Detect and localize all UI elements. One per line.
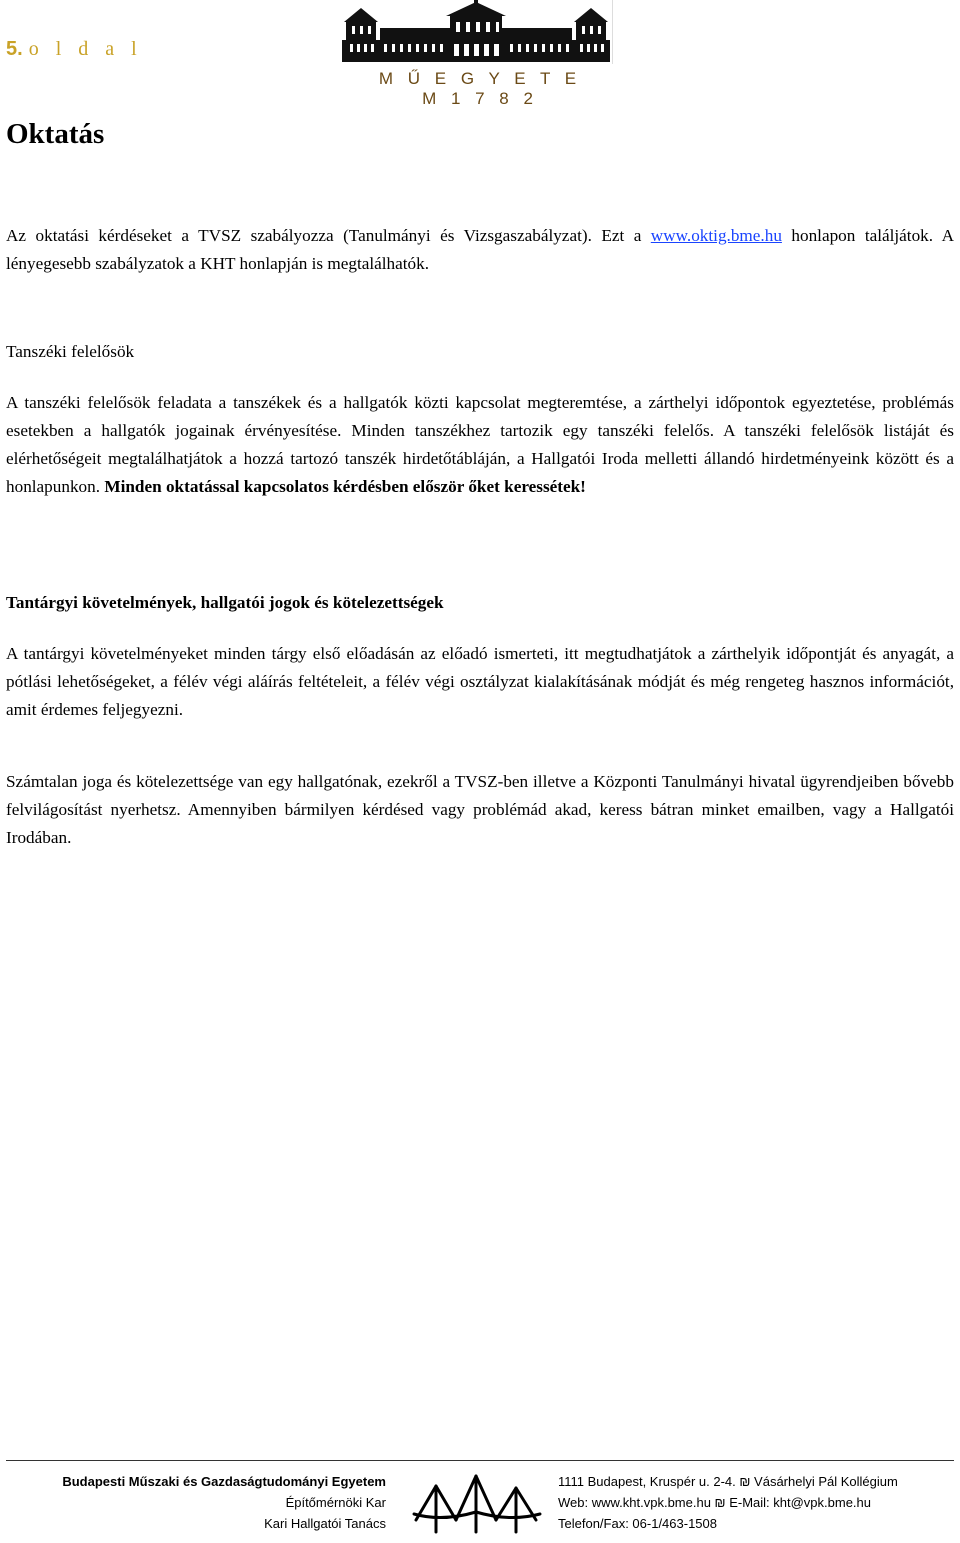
page-number-value: 5. — [6, 38, 23, 60]
page-number — [6, 38, 143, 61]
footer-web-email: Web: www.kht.vpk.bme.hu ₪ E-Mail: kht@vpk.bme.hu — [558, 1495, 871, 1510]
section1-text: A tanszéki felelősök feladata a tanszékek és a hallgatók közti kapcsolat megteremtése, a zárthelyi időpontok egyeztetése, problémás esetekben a hallgatók jogainak érvényesítése. Minden tanszékhez tartozik egy tanszéki felelős. A tanszéki felelősök listáját és elérhetőségeit megtalálhatjátok a hozzá tartozó tanszék hirdetőtábláján, a Hallgatói Iroda melletti állandó hirdetményeink között és a honlapunkon. — [6, 393, 954, 496]
section1-bold-text: Minden oktatással kapcsolatos kérdésben először őket keressétek! — [104, 477, 586, 496]
intro-text-1: Az oktatási kérdéseket a TVSZ szabályozza (Tanulmányi és Vizsgaszabályzat). Ezt a — [6, 226, 651, 245]
section-heading-tanszeki: Tanszéki felelősök — [6, 342, 135, 361]
logo-divider — [612, 0, 613, 64]
logo-caption: M Ű E G Y E T E M 1 7 8 2 — [378, 69, 582, 108]
footer-council: Kari Hallgatói Tanács — [264, 1516, 386, 1531]
footer-divider — [6, 1460, 954, 1461]
footer-left — [20, 1471, 386, 1534]
section-heading-tantargyi: Tantárgyi követelmények, hallgatói jogok és kötelezettségek — [6, 593, 444, 612]
page-word: o l d a l — [28, 38, 143, 60]
intro-text-2: honlapon találjátok. A lényegesebb szabályzatok a KHT honlapján is megtalálhatók. — [6, 226, 954, 273]
bridge-logo — [412, 1468, 544, 1543]
section2-paragraph-2: Számtalan joga és kötelezettsége van egy hallgatónak, ezekről a TVSZ-ben illetve a Központi Tanulmányi hivatal ügyrendjeiben bővebb felvilágosítást nyerhetsz. Amennyiben bármilyen kérdésed vagy problémád akad, keress bátran minket emailben, vagy a Hallgatói Irodában. — [6, 772, 954, 847]
section2-paragraph-1: A tantárgyi követelményeket minden tárgy első előadásán az előadó ismerteti, itt megtudhatjátok a zárthelyik időpontját és anyagát, a pótlási lehetőségeket, a félév végi aláírás feltételeit, a félév végi osztályzat kialakításának módját és még rengeteg hasznos információt, amit érdemes feljegyezni. — [6, 644, 954, 719]
footer-university: Budapesti Műszaki és Gazdaságtudományi Egyetem — [62, 1474, 386, 1489]
footer-faculty: Építőmérnöki Kar — [285, 1495, 386, 1510]
footer-address: 1111 Budapest, Kruspér u. 2-4. ₪ Vásárhelyi Pál Kollégium — [558, 1474, 898, 1489]
university-building-logo — [340, 0, 614, 64]
footer-phone: Telefon/Fax: 06-1/463-1508 — [558, 1516, 717, 1531]
section1-paragraph — [6, 389, 954, 501]
oktig-link[interactable]: www.oktig.bme.hu — [650, 226, 782, 245]
page-title: Oktatás — [6, 118, 105, 150]
footer-right — [558, 1471, 898, 1534]
intro-paragraph — [6, 222, 954, 278]
